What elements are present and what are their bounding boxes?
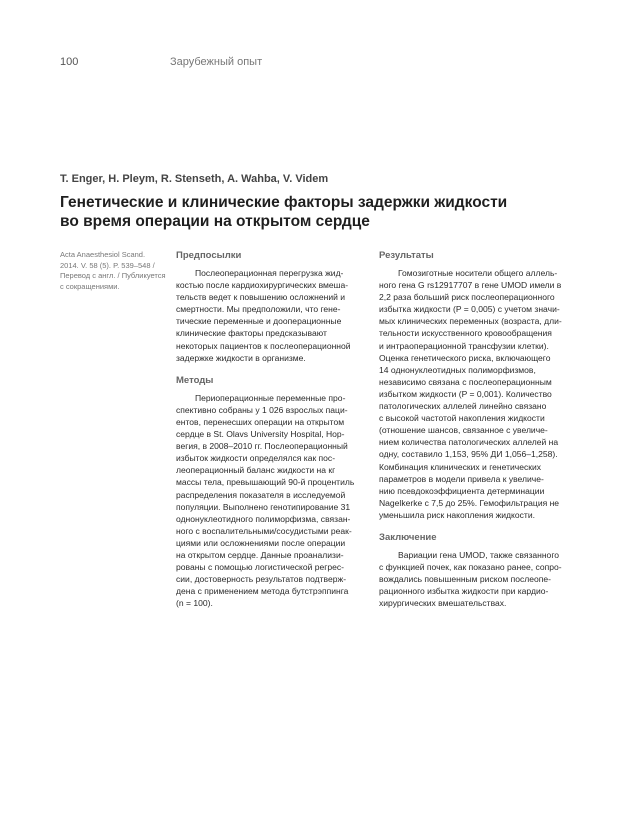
text-line: ного гена G rs12917707 в гене UMOD имели в	[379, 280, 562, 291]
article-authors: T. Enger, H. Pleym, R. Stenseth, A. Wahba, V. Videm	[60, 173, 329, 185]
text-line: популяции. Выполнено генотипирование 31	[176, 501, 351, 512]
section-label: Зарубежный опыт	[170, 56, 263, 68]
text-line: (n = 100).	[176, 598, 213, 609]
text-line: сердце в St. Olavs University Hospital, Нор-	[176, 429, 345, 440]
text-line: однонуклеотидного полиморфизма, связан-	[176, 513, 351, 524]
text-line: вегия, в 2008–2010 гг. Послеоперационный	[176, 441, 348, 452]
methods-text	[176, 392, 364, 610]
text-line: нию псевдокоэффициента детерминации	[379, 485, 545, 496]
text-line: спективно собраны у 1 026 взрослых паци-	[176, 404, 348, 415]
title-line: Генетические и клинические факторы задержки жидкости	[60, 194, 508, 211]
text-line: избытка жидкости (P = 0,005) с учетом значи-	[379, 304, 560, 315]
article-title	[60, 193, 540, 231]
text-line: мых клинических переменных (возраста, дли-	[379, 316, 562, 327]
text-line: хирургических вмешательствах.	[379, 598, 507, 609]
text-line: Комбинация клинических и генетических	[379, 461, 542, 472]
right-column	[379, 250, 567, 609]
text-line: некоторых пациентов к послеоперационной	[176, 340, 351, 351]
title-line: во время операции на открытом сердце	[60, 213, 370, 230]
text-line: параметров в модели привела к увеличе-	[379, 473, 544, 484]
text-line: дена с применением метода бутстрэппинга	[176, 586, 349, 597]
text-line: тельности искусственного кровообращения	[379, 328, 552, 339]
text-line: ентов, перенесших операции на открытом	[176, 416, 345, 427]
results-text	[379, 267, 567, 521]
text-line: нием количества патологических аллелей на	[379, 437, 559, 448]
text-line: одну, составило 1,153, 95% ДИ 1,056–1,258).	[379, 449, 558, 460]
text-line: распределения показателя в исследуемой	[176, 489, 346, 500]
text-line: костью после кардиохирургических вмеша-	[176, 280, 349, 291]
text-line: ного с воспалительными/сосудистыми реак-	[176, 525, 352, 536]
text-line: патологических аллелей линейно связано	[379, 401, 547, 412]
text-line: с высокой частотой накопления жидкости	[379, 413, 545, 424]
source-citation	[60, 250, 170, 292]
text-line: независимо связана с послеоперационным	[379, 376, 552, 387]
text-line: избыток жидкости определялся как пос-	[176, 453, 336, 464]
source-line: с сокращениями.	[60, 281, 120, 291]
text-line: тические переменные и дооперационные	[176, 316, 342, 327]
text-line: рованы с помощью логистической регрес-	[176, 562, 345, 573]
text-line: клинические факторы предсказывают	[176, 328, 327, 339]
text-line: смертности. Мы предположили, что гене-	[176, 304, 341, 315]
text-line: тельств ведет к повышению осложнений и	[176, 292, 346, 303]
text-line: Nagelkerke с 7,5 до 25%. Гемофильтрация не	[379, 497, 560, 508]
left-column	[176, 250, 364, 609]
text-line: массы тела, превышающий 90-й процентиль	[176, 477, 355, 488]
conclusion-heading: Заключение	[379, 531, 437, 543]
text-line: 14 однонуклеотидных полиморфизмов,	[379, 364, 536, 375]
text-line: леоперационный баланс жидкости на кг	[176, 465, 336, 476]
results-heading: Результаты	[379, 250, 434, 261]
text-line: уменьшила риск накопления жидкости.	[379, 509, 535, 520]
source-line: Перевод с англ. / Публикуется	[60, 271, 166, 280]
source-line: Acta Anaesthesiol Scand.	[60, 250, 146, 259]
text-line: Вариации гена UMOD, также связанного	[398, 549, 559, 560]
text-line: Гомозиготные носители общего аллель-	[398, 268, 558, 278]
text-line: Периоперационные переменные про-	[195, 392, 346, 403]
methods-heading: Методы	[176, 374, 214, 386]
page-number: 100	[60, 56, 79, 68]
text-line: с функцией почек, как показано ранее, сопро-	[379, 562, 562, 573]
background-text	[176, 267, 364, 364]
text-line: рационного избытка жидкости при кардио-	[379, 586, 549, 597]
text-line: циями или осложнениями после операции	[176, 537, 346, 548]
conclusion-text	[379, 549, 567, 609]
text-line: Послеоперационная перегрузка жид-	[195, 268, 344, 278]
text-line: сии, достоверность результатов подтверж-	[176, 574, 347, 585]
background-heading: Предпосылки	[176, 250, 242, 261]
text-line: задержке жидкости в организме.	[176, 352, 306, 363]
text-line: избытком жидкости (P = 0,001). Количество	[379, 388, 552, 399]
text-line: вождались повышенным риском послеопе-	[379, 574, 551, 585]
text-line: на открытом сердце. Данные проанализи-	[176, 549, 344, 560]
text-line: и интраоперационной трансфузии клетки).	[379, 340, 549, 351]
text-line: (отношение шансов, связанное с увеличе-	[379, 425, 548, 436]
text-line: 2,2 раза больший риск послеоперационного	[379, 292, 555, 303]
text-line: Оценка генетического риска, включающего	[379, 352, 551, 363]
source-line: 2014. V. 58 (5). P. 539–548 /	[60, 260, 155, 270]
